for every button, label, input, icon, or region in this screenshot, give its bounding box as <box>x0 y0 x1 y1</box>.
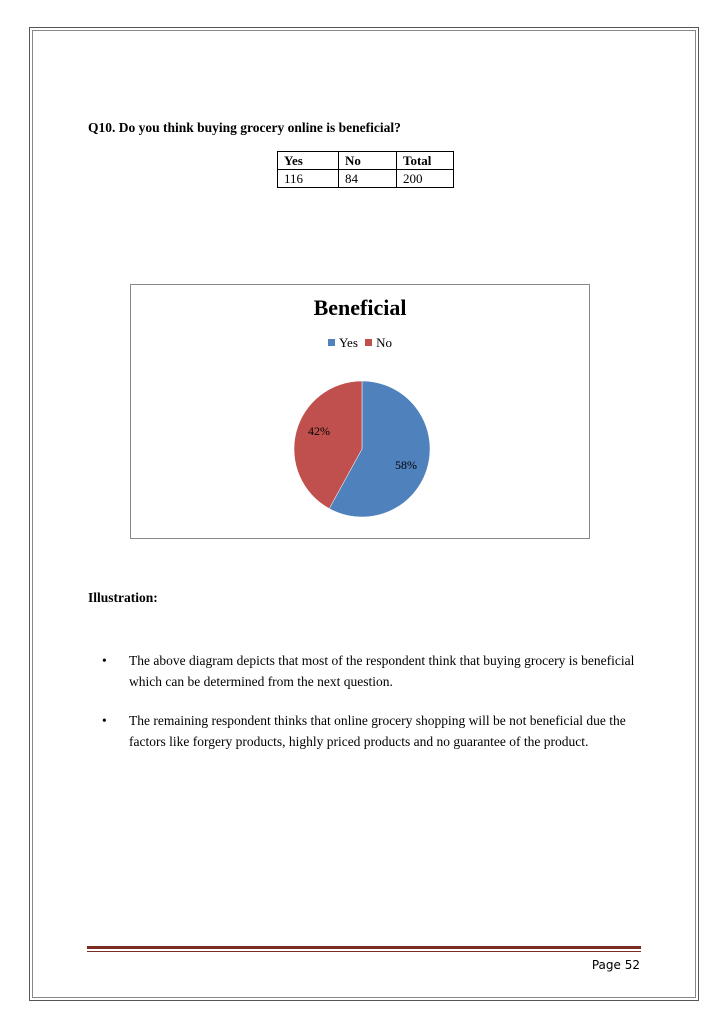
list-item <box>88 710 648 752</box>
legend-label-no: No <box>376 335 393 350</box>
list-item-text: The above diagram depicts that most of the respondent think that buying grocery is beneficial which can be determined from the next question. <box>129 653 635 689</box>
table-cell-no: 84 <box>339 170 397 188</box>
list-item <box>88 650 648 692</box>
table-row <box>278 170 454 188</box>
data-label-yes: 58% <box>395 458 417 472</box>
pie-chart <box>130 284 590 539</box>
chart-title: Beneficial <box>313 295 407 320</box>
footer-rule-thin <box>87 951 641 952</box>
legend-label-yes: Yes <box>338 335 358 350</box>
table-header-no: No <box>339 152 397 170</box>
table-header-yes: Yes <box>278 152 339 170</box>
page-number: Page 52 <box>591 958 640 972</box>
bullet-dot-icon: • <box>102 653 107 668</box>
table-cell-yes: 116 <box>278 170 339 188</box>
list-item-text: The remaining respondent thinks that online grocery shopping will be not beneficial due the factors like forgery products, highly priced products and no guarantee of the product. <box>129 713 626 749</box>
footer-rule-thick <box>87 946 641 949</box>
bullet-dot-icon: • <box>102 713 107 728</box>
pie-svg <box>131 285 589 538</box>
question-heading: Q10. Do you think buying grocery online is beneficial? <box>88 120 401 135</box>
illustration-list <box>88 650 648 770</box>
illustration-heading: Illustration: <box>88 590 158 605</box>
table-cell-total: 200 <box>397 170 454 188</box>
response-table <box>277 151 454 188</box>
table-header-row <box>278 152 454 170</box>
data-label-no: 42% <box>308 424 330 438</box>
table-header-total: Total <box>397 152 454 170</box>
